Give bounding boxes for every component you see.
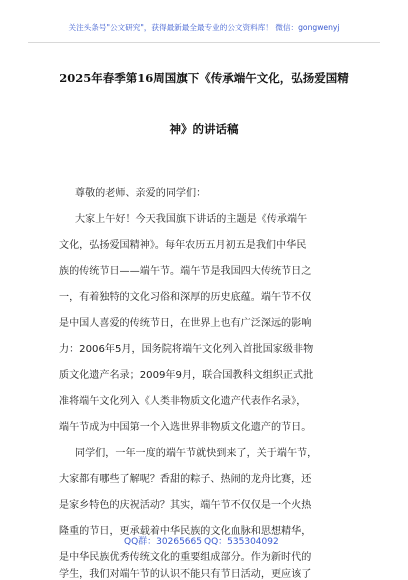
body-line: 一，有着独特的文化习俗和深厚的历史底蕴。端午节不仅	[59, 292, 312, 303]
header-divider	[28, 42, 380, 43]
body-line: 大家上午好！今天我国旗下讲话的主题是《传承端午	[75, 214, 308, 225]
document-title-line-2: 神》的讲话稿	[169, 122, 239, 136]
body-line: 文化，弘扬爱国精神》。每年农历五月初五是我们中华民	[59, 240, 307, 251]
body-line: 大家都有哪些了解呢？香甜的粽子、热闹的龙舟比赛，还	[59, 474, 312, 485]
document-title-line-1: 2025年春季第16周国旗下《传承端午文化，弘扬爱国精	[59, 71, 349, 85]
footer-qq-group: QQ群：30265665	[124, 537, 202, 547]
header-banner: 关注头条号"公文研究"，获得最新最全最专业的公文资料库！ 微信：gongwenyj	[68, 23, 340, 32]
footer-qq-contact: QQ：535304092	[204, 537, 279, 547]
body-line: 族的传统节日——端午节。端午节是我国四大传统节日之	[59, 266, 312, 277]
body-line: 是家乡特色的庆祝活动？其实，端午节不仅仅是一个火热	[59, 500, 312, 511]
body-line: 力：2006年5月，国务院将端午文化列入首批国家级非物	[59, 344, 314, 355]
body-line: 端午节成为中国第一个入选世界非物质文化遗产的节日。	[59, 422, 312, 433]
body-line: 隆重的节日，更承载着中华民族的文化血脉和思想精华，	[59, 526, 312, 537]
body-line: 是中国人喜爱的传统节日，在世界上也有广泛深远的影响	[59, 318, 312, 329]
body-line: 是中华民族优秀传统文化的重要组成部分。作为新时代的	[59, 552, 312, 563]
body-line: 质文化遗产名录；2009年9月，联合国教科文组织正式批	[59, 370, 314, 381]
body-line: 同学们，一年一度的端午节就快到来了，关于端午节，	[75, 448, 318, 459]
body-line: 准将端午文化列入《人类非物质文化遗产代表作名录》，	[59, 396, 307, 407]
body-line: 学生，我们对端午节的认识不能只有节日活动，更应该了	[59, 569, 312, 580]
salutation: 尊敬的老师、亲爱的同学们：	[75, 188, 207, 199]
